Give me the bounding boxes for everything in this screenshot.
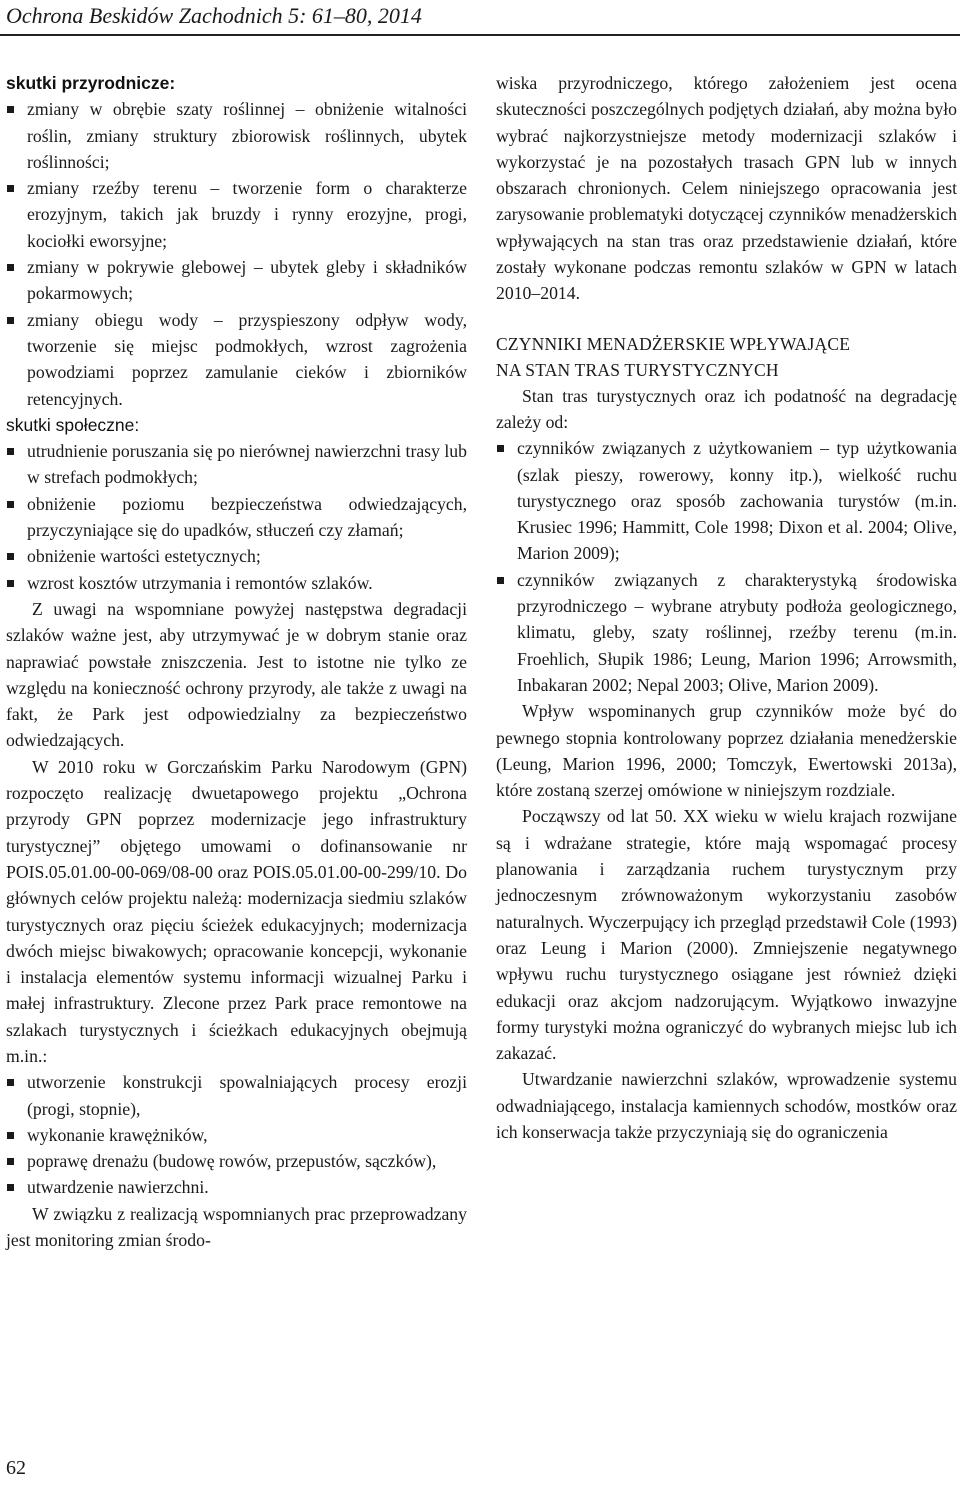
header-rule [0, 34, 960, 36]
running-header: Ochrona Beskidów Zachodnich 5: 61–80, 2014 [6, 3, 422, 28]
social-effects-list [6, 438, 467, 596]
nature-effects-list [6, 96, 467, 412]
nature-effects-heading: skutki przyrodnicze: [6, 73, 176, 93]
right-column [496, 70, 957, 1145]
list-item: zmiany obiegu wody – przyspieszony odpływ wody, tworzenie się miejsc podmokłych, wzrost zagrożenia powodziami poprzez zamulanie cieków i zbiorników retencyjnych. [6, 307, 467, 412]
paragraph: Wpływ wspominanych grup czynników może być do pewnego stopnia kontrolowany poprzez działania menedżerskie (Leung, Marion 1996, 2000; Tomczyk, Ewertowski 2013a), które zostaną szerzej omówione w niniejszym rozdziale. [496, 701, 957, 801]
left-column [6, 70, 467, 1253]
section-heading-line-1: CZYNNIKI MENADŻERSKIE WPŁYWAJĄCE [496, 333, 851, 354]
list-item: utworzenie konstrukcji spowalniających procesy erozji (progi, stopnie), [6, 1069, 467, 1122]
paragraph: Utwardzanie nawierzchni szlaków, wprowadzenie systemu odwadniającego, instalacja kamiennych schodów, mostków oraz ich konserwacja także przyczyniają się do ograniczenia [496, 1069, 957, 1142]
list-item: czynników związanych z użytkowaniem – typ użytkowania (szlak pieszy, rowerowy, konny itp.), wielkość ruchu turystycznego oraz sposób zachowania turystów (m.in. Krusiec 1996; Hammitt, Cole 1998; Dixon et al. 2004; Olive, Marion 2009); [496, 435, 957, 566]
list-item: obniżenie poziomu bezpieczeństwa odwiedzających, przyczyniające się do upadków, stłuczeń czy złamań; [6, 491, 467, 544]
list-item: utwardzenie nawierzchni. [6, 1174, 467, 1200]
factors-list [496, 435, 957, 698]
section-heading-line-2: NA STAN TRAS TURYSTYCZNYCH [496, 359, 779, 380]
paragraph: W 2010 roku w Gorczańskim Parku Narodowym (GPN) rozpoczęto realizację dwuetapowego projektu „Ochrona przyrody GPN poprzez modernizacje jego infrastruktury turystycznej” objętego umowami o dofinansowanie nr POIS.05.01.00-00-069/08-00 oraz POIS.05.01.00-00-299/10. Do głównych celów projektu należą: modernizacja siedmiu szlaków turystycznych oraz pięciu ścieżek edukacyjnych; modernizacja dwóch miejsc biwakowych; opracowanie koncepcji, wykonanie i instalacja elementów systemu informacji wizualnej Parku i małej infrastruktury. Zlecone przez Park prace remontowe na szlakach turystycznych i ścieżkach edukacyjnych obejmują m.in.: [6, 756, 467, 1066]
list-item: czynników związanych z charakterystyką środowiska przyrodniczego – wybrane atrybuty podłoża geologicznego, klimatu, gleby, szaty roślinnej, rzeźby terenu (m.in. Froehlich, Słupik 1986; Leung, Marion 1996; Arrowsmith, Inbakaran 2002; Nepal 2003; Olive, Marion 2009). [496, 567, 957, 698]
works-list [6, 1069, 467, 1200]
social-effects-heading: skutki społeczne: [6, 414, 140, 435]
list-item: poprawę drenażu (budowę rowów, przepustów, sączków), [6, 1148, 467, 1174]
list-item: zmiany w pokrywie glebowej – ubytek gleby i składników pokarmowych; [6, 254, 467, 307]
paragraph: Począwszy od lat 50. XX wieku w wielu krajach rozwijane są i wdrażane strategie, które mają wspomagać procesy planowania i zarządzania ruchem turystycznym przy jednoczesnym zrównoważonym wykorzystaniu zasobów naturalnych. Wyczerpujący ich przegląd przedstawił Cole (1993) oraz Leung i Marion (2000). Zmniejszenie negatywnego wpływu ruchu turystycznego osiągane jest również dzięki edukacji oraz akcjom nadzorującym. Wyjątkowo inwazyjne formy turystyki można ograniczyć do wybranych miejsc lub ich zakazać. [496, 806, 957, 1064]
list-item: obniżenie wartości estetycznych; [6, 543, 467, 569]
list-item: wzrost kosztów utrzymania i remontów szlaków. [6, 570, 467, 596]
list-item: wykonanie krawężników, [6, 1122, 467, 1148]
list-item: utrudnienie poruszania się po nierównej nawierzchni trasy lub w strefach podmokłych; [6, 438, 467, 491]
section-spacer [496, 307, 957, 331]
paragraph: W związku z realizacją wspomnianych prac przeprowadzany jest monitoring zmian środo- [6, 1203, 467, 1251]
paragraph: Stan tras turystycznych oraz ich podatność na degradację zależy od: [496, 385, 957, 432]
list-item: zmiany w obrębie szaty roślinnej – obniżenie witalności roślin, zmiany struktury zbiorowisk roślinnych, ubytek roślinności; [6, 96, 467, 175]
list-item: zmiany rzeźby terenu – tworzenie form o charakterze erozyjnym, takich jak bruzdy i rynny erozyjne, progi, kociołki eworsyjne; [6, 175, 467, 254]
paragraph: wiska przyrodniczego, którego założeniem jest ocena skuteczności poszczególnych podjętych działań, aby można było wybrać najkorzystniejsze metody modernizacji szlaków i wykorzystać je na pozostałych trasach GPN lub w innych obszarach chronionych. Celem niniejszego opracowania jest zarysowanie problematyki dotyczącej czynników menadżerskich wpływających na stan tras oraz przedstawienie działań, które zostały wykonane podczas remontu szlaków w GPN w latach 2010–2014. [496, 73, 957, 304]
page-number: 62 [6, 1457, 26, 1479]
paragraph: Z uwagi na wspomniane powyżej następstwa degradacji szlaków ważne jest, aby utrzymywać je w dobrym stanie oraz naprawiać powstałe zniszczenia. Jest to istotne nie tylko ze względu na konieczność ochrony przyrody, ale także z uwagi na fakt, że Park jest odpowiedzialny za bezpieczeństwo odwiedzających. [6, 598, 467, 751]
